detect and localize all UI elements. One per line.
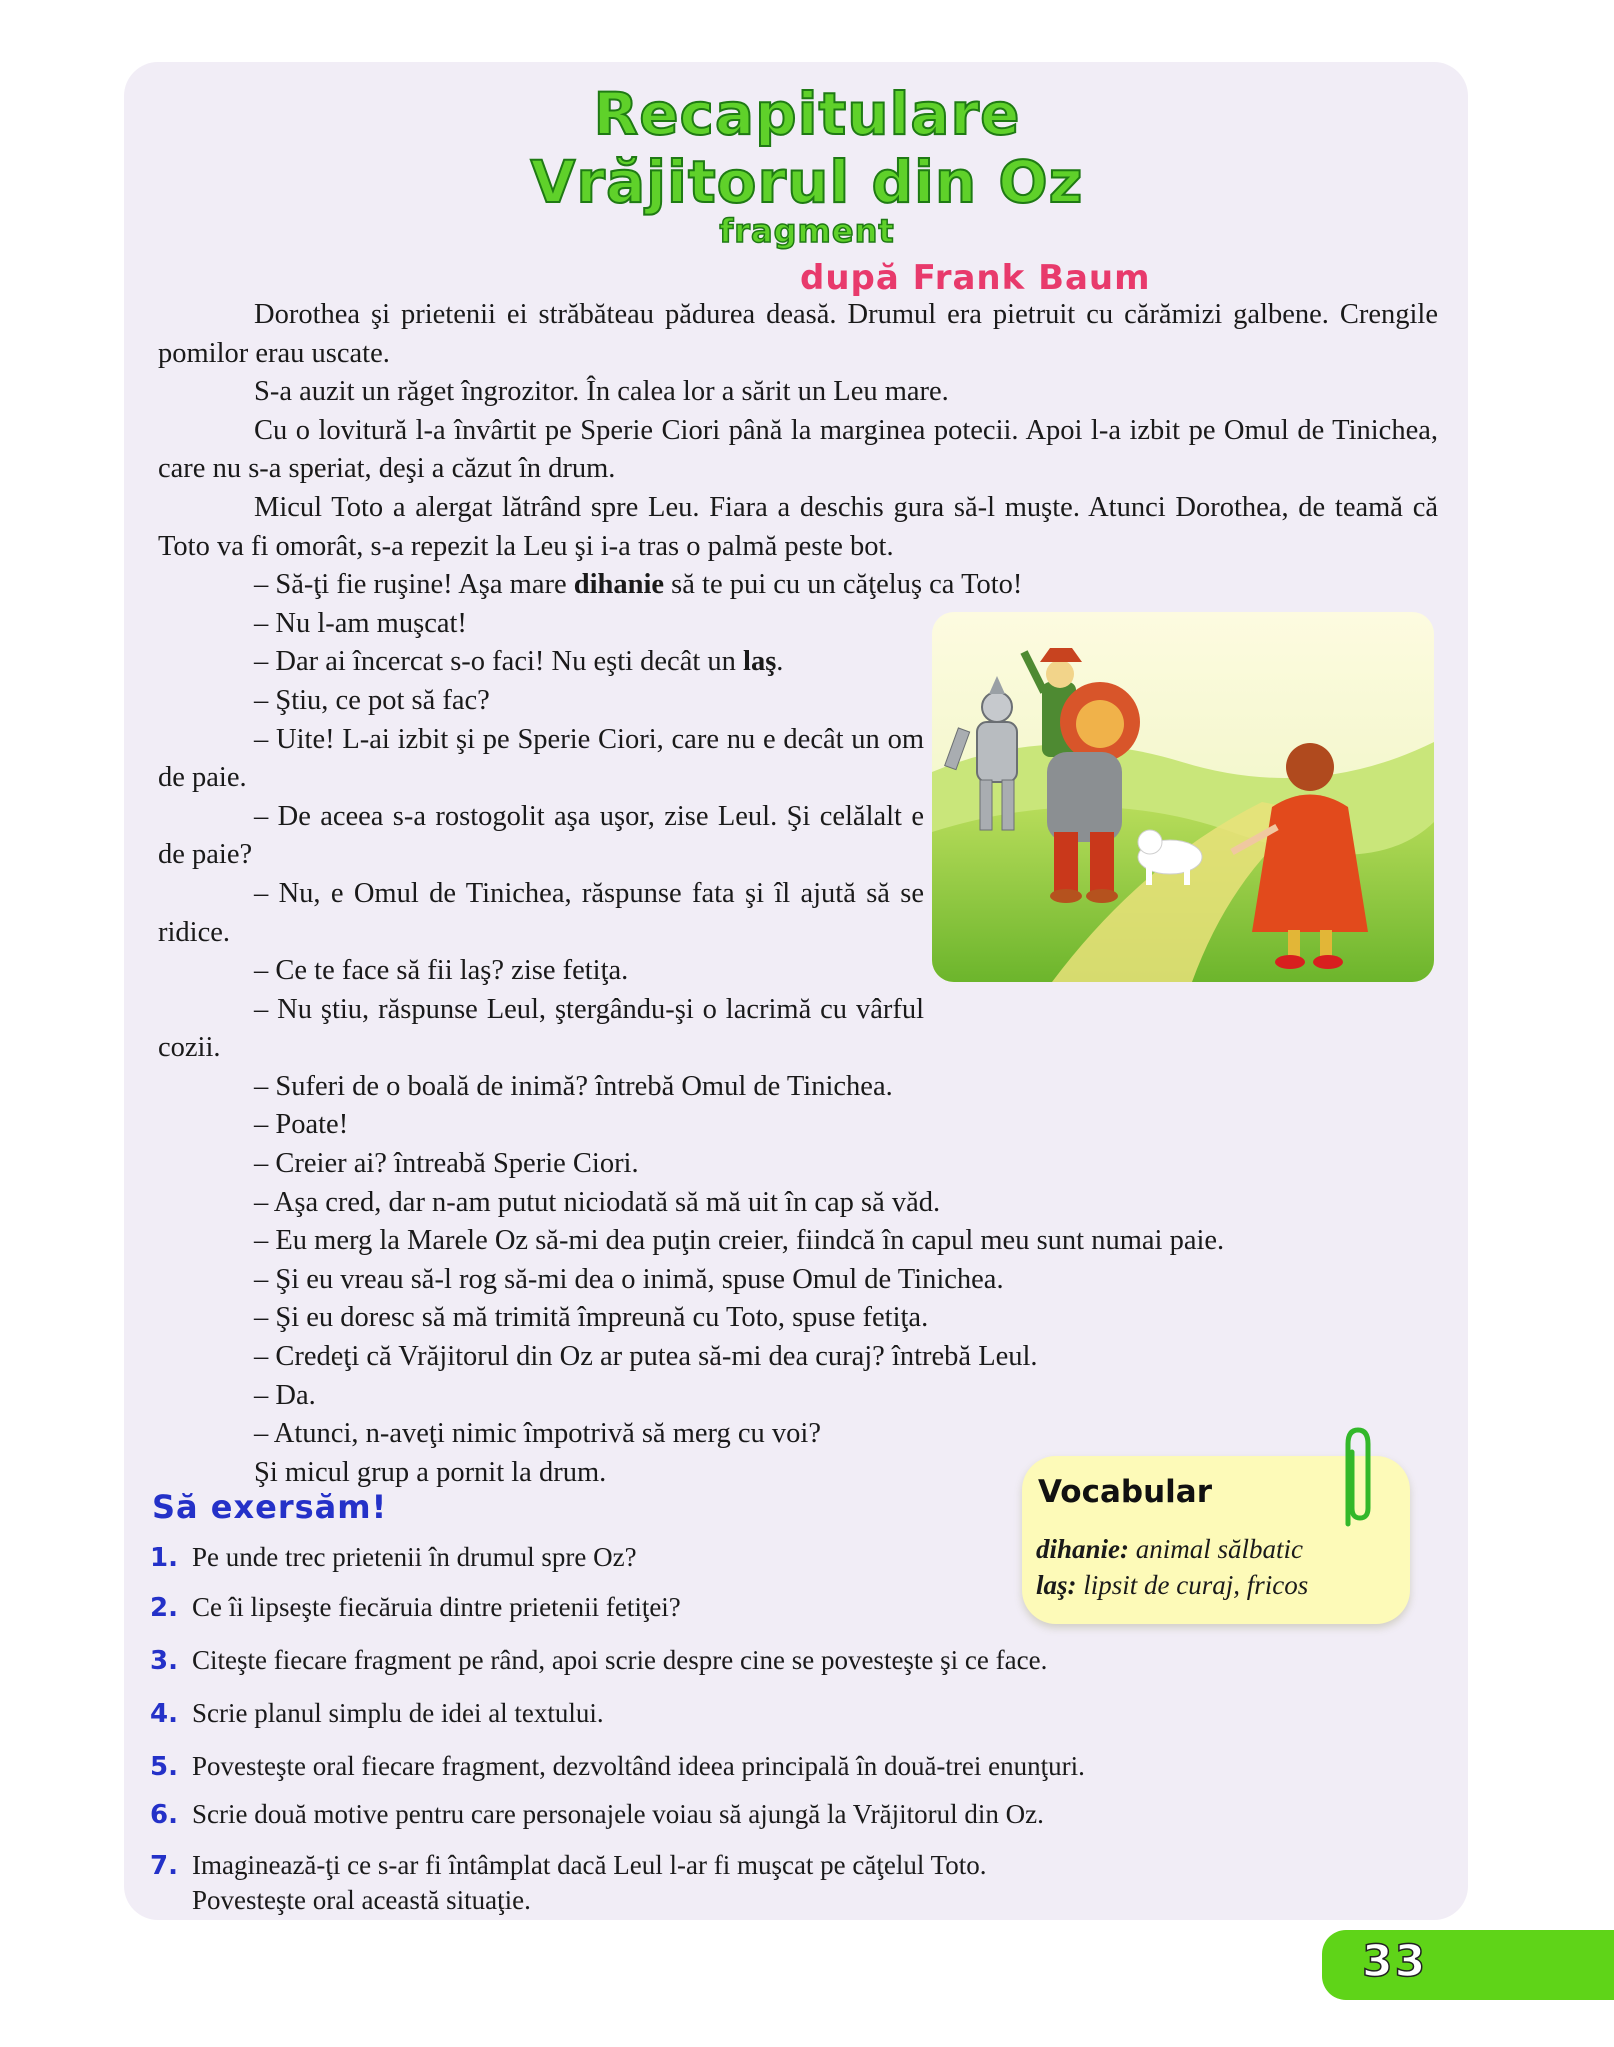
paragraph: Dorothea şi prietenii ei străbăteau pădurea deasă. Drumul era pietruit cu cărămizi galbene. Crengile pomilor erau uscate. <box>158 299 1438 369</box>
title-line-2: Vrăjitorul din Oz <box>530 148 1084 216</box>
exercise-number: 6. <box>150 1800 178 1830</box>
dialogue-line <box>158 566 1438 605</box>
dialogue-text: – Dar ai încercat s-o faci! Nu eşti decât un <box>254 646 744 678</box>
dialogue-line: – Ştiu, ce pot să fac? <box>254 684 490 716</box>
vocab-term: laş: <box>1036 1570 1077 1600</box>
exercise-item <box>150 1590 681 1625</box>
exercise-text: Povesteşte oral fiecare fragment, dezvoltând ideea principală în două-trei enunţuri. <box>192 1751 1085 1781</box>
exercise-item <box>150 1797 1044 1832</box>
dialogue-line: – Eu merg la Marele Oz să-mi dea puţin creier, fiindcă în capul meu sunt numai paie. <box>254 1225 1225 1257</box>
dialogue-line: – Nu l-am muşcat! <box>254 607 467 639</box>
vocabulary-title: Vocabular <box>1038 1474 1212 1510</box>
dialogue-line: – Suferi de o boală de inimă? întrebă Omul de Tinichea. <box>254 1070 893 1102</box>
dialogue-line: – Nu ştiu, răspunse Leul, ştergându-şi o lacrimă cu vârful cozii. <box>158 993 924 1064</box>
author: după Frank Baum <box>800 258 1151 298</box>
paperclip-icon <box>1334 1424 1380 1541</box>
exercise-text: Imaginează-ţi ce s-ar fi întâmplat dacă Leul l-ar fi muşcat pe căţelul Toto. <box>192 1850 987 1880</box>
dialogue-line: – Atunci, n-aveţi nimic împotrivă să merg cu voi? <box>254 1418 821 1450</box>
dialogue-line: – Ce te face să fii laş? zise fetiţa. <box>254 955 629 987</box>
exercise-number: 7. <box>150 1851 178 1881</box>
dialogue-line: – Aşa cred, dar n-am putut niciodată să mă uit în cap să văd. <box>254 1186 941 1218</box>
dialogue-line: – Creier ai? întreabă Sperie Ciori. <box>254 1148 639 1180</box>
story-illustration <box>932 612 1434 982</box>
dialogue-line: – Şi eu doresc să mă trimită împreună cu Toto, spuse fetiţa. <box>254 1302 929 1334</box>
dialogue-line: – Credeţi că Vrăjitorul din Oz ar putea să-mi dea curaj? întrebă Leul. <box>254 1341 1038 1373</box>
exercise-text: Ce îi lipseşte fiecăruia dintre prietenii fetiţei? <box>192 1592 681 1622</box>
closing-line: Şi micul grup a pornit la drum. <box>254 1456 607 1488</box>
exercise-number: 2. <box>150 1593 178 1623</box>
vocab-definition: animal sălbatic <box>1129 1534 1304 1564</box>
dialogue-text: să te pui cu un căţeluş ca Toto! <box>664 569 1023 601</box>
exercise-text: Scrie planul simplu de idei al textului. <box>192 1698 604 1728</box>
exercise-item <box>150 1749 1085 1784</box>
vocab-definition: lipsit de curaj, fricos <box>1076 1570 1309 1600</box>
exercise-item <box>150 1848 987 1917</box>
dialogue-line: – De aceea s-a rostogolit aşa uşor, zise Leul. Şi celălalt e de paie? <box>158 800 924 871</box>
paragraph: Micul Toto a alergat lătrând spre Leu. Fiara a deschis gura să-l muşte. Atunci Dorothea, de teamă că Toto va fi omorât, s-a repezit la Leu şi i-a tras o palmă peste bot. <box>158 491 1438 562</box>
subtitle: fragment <box>719 212 895 250</box>
exercises-heading: Să exersăm! <box>152 1488 388 1526</box>
vocab-entry <box>1036 1534 1303 1565</box>
exercise-item <box>150 1696 604 1731</box>
dialogue-line: – Uite! L-ai izbit şi pe Sperie Ciori, care nu e decât un om de paie. <box>158 723 924 794</box>
exercise-number: 3. <box>150 1646 178 1676</box>
exercise-item <box>150 1540 637 1575</box>
dialogue-line: – Şi eu vreau să-l rog să-mi dea o inimă, spuse Omul de Tinichea. <box>254 1263 1004 1295</box>
exercise-text-continued: Povesteşte oral această situaţie. <box>192 1885 531 1915</box>
vocab-term: dihanie: <box>1036 1534 1130 1564</box>
exercise-number: 5. <box>150 1752 178 1782</box>
dialogue-text: . <box>776 646 784 678</box>
vocab-entry <box>1036 1570 1308 1601</box>
dialogue-line: – Da. <box>254 1379 316 1411</box>
dialogue-line <box>158 643 924 682</box>
dialogue-line: – Poate! <box>254 1109 349 1141</box>
page-number-tab <box>1322 1930 1614 2000</box>
vocab-word-las: laş <box>743 646 777 678</box>
exercise-text: Citeşte fiecare fragment pe rând, apoi scrie despre cine se povesteşte şi ce face. <box>192 1645 1048 1675</box>
exercise-text: Pe unde trec prietenii în drumul spre Oz? <box>192 1542 637 1572</box>
exercise-number: 4. <box>150 1699 178 1729</box>
paragraph: S-a auzit un răget îngrozitor. În calea lor a sărit un Leu mare. <box>254 376 949 408</box>
paragraph: Cu o lovitură l-a învârtit pe Sperie Ciori până la marginea potecii. Apoi l-a izbit pe Omul de Tinichea, care nu s-a speriat, deşi a căzut în drum. <box>158 414 1438 485</box>
exercise-text: Scrie două motive pentru care personajele voiau să ajungă la Vrăjitorul din Oz. <box>192 1799 1044 1829</box>
title-line-1: Recapitulare <box>593 80 1021 148</box>
exercise-item <box>150 1643 1047 1678</box>
dialogue-line: – Nu, e Omul de Tinichea, răspunse fata şi îl ajută să se ridice. <box>158 877 924 948</box>
dialogue-text: – Să-ţi fie ruşine! Aşa mare <box>254 569 574 601</box>
page-number: 33 <box>1362 1936 1428 1987</box>
exercise-number: 1. <box>150 1543 178 1573</box>
vocab-word-dihanie: dihanie <box>573 569 665 601</box>
